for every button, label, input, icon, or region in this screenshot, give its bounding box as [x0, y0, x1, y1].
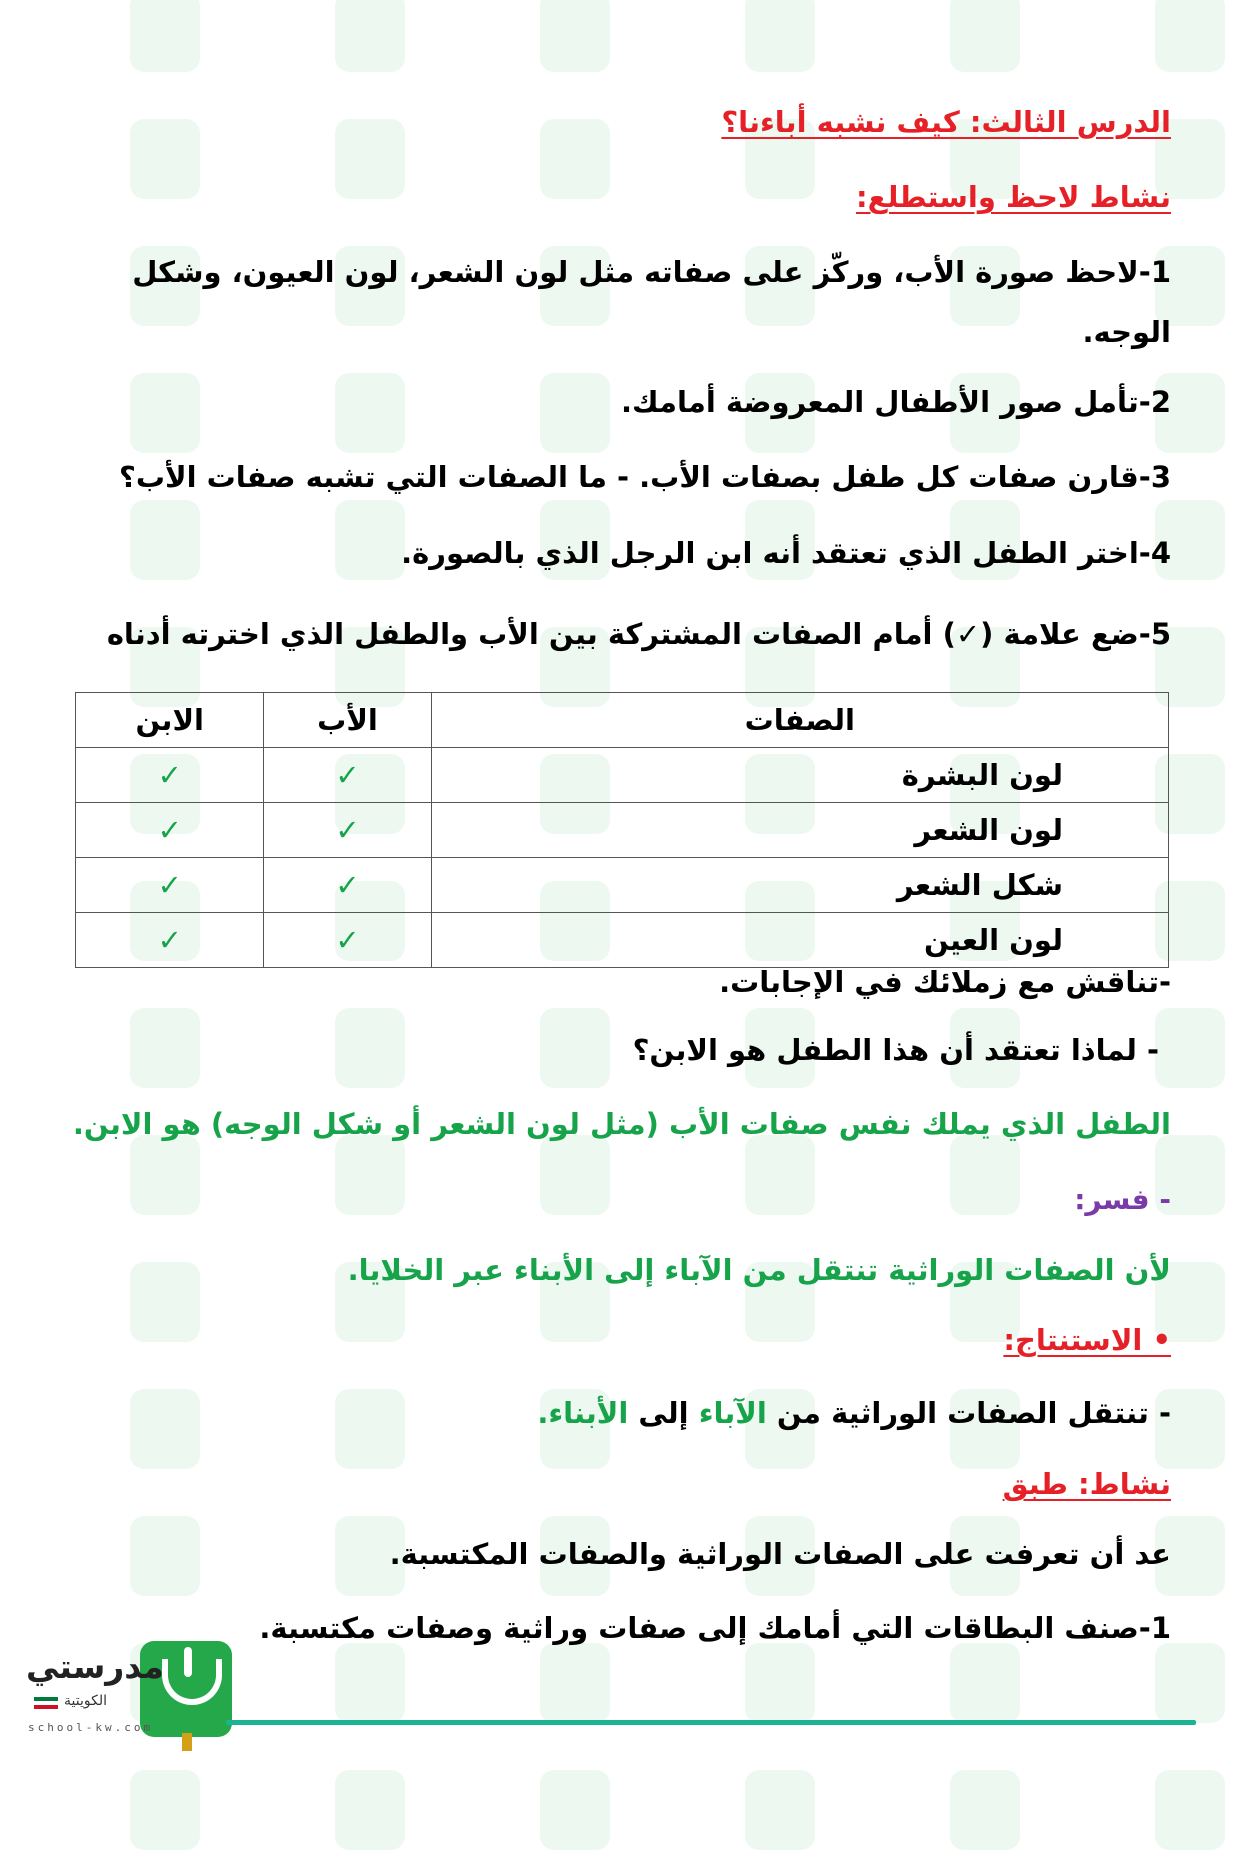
father-check-icon: ✓ [264, 913, 431, 968]
header-father: الأب [264, 693, 431, 748]
table-row [76, 748, 1169, 803]
explain-answer: لأن الصفات الوراثية تنتقل من الآباء إلى الأبناء عبر الخلايا. [347, 1253, 1171, 1287]
step-2: 2-تأمل صور الأطفال المعروضة أمامك. [621, 385, 1171, 419]
trait-cell: شكل الشعر [431, 858, 1168, 913]
lesson-title: الدرس الثالث: كيف نشبه أباءنا؟ [721, 105, 1171, 139]
header-traits: الصفات [431, 693, 1168, 748]
watermark-book-icon [130, 1770, 200, 1850]
father-check-icon: ✓ [264, 858, 431, 913]
watermark-book-icon [1155, 1770, 1225, 1850]
watermark-book-icon [540, 1770, 610, 1850]
watermark-tile [30, 1768, 230, 1858]
activity-apply-intro: عد أن تعرفت على الصفات الوراثية والصفات المكتسبة. [389, 1537, 1171, 1571]
father-check-icon: ✓ [264, 748, 431, 803]
footer-divider [226, 1720, 1196, 1725]
watermark-tile [235, 1768, 435, 1858]
trait-cell: لون الشعر [431, 803, 1168, 858]
father-check-icon: ✓ [264, 803, 431, 858]
why-answer: الطفل الذي يملك نفس صفات الأب (مثل لون الشعر أو شكل الوجه) هو الابن. [72, 1107, 1171, 1141]
step-5: 5-ضع علامة (✓) أمام الصفات المشتركة بين الأب والطفل الذي اخترته أدناه [106, 617, 1171, 651]
watermark-tile [645, 1768, 845, 1858]
watermark-tile [850, 1768, 1050, 1858]
conclusion-prefix: - تنتقل الصفات الوراثية من [766, 1396, 1171, 1430]
conclusion-title: • الاستنتاج: [1003, 1323, 1171, 1357]
table-row [76, 913, 1169, 968]
traits-table [75, 692, 1169, 968]
watermark-book-icon [745, 1770, 815, 1850]
son-check-icon: ✓ [76, 748, 264, 803]
logo-url: school-kw.com [28, 1721, 154, 1734]
logo-name: مدرستي [26, 1647, 164, 1686]
table-header-row [76, 693, 1169, 748]
logo-subtitle: الكويتية [64, 1693, 107, 1709]
conclusion-children: الأبناء. [537, 1396, 629, 1430]
table-row [76, 858, 1169, 913]
activity-observe-title: نشاط لاحظ واستطلع: [856, 180, 1171, 214]
kuwait-flag-icon [34, 1697, 58, 1709]
trait-cell: لون البشرة [431, 748, 1168, 803]
discuss-line: -تناقش مع زملائك في الإجابات. [719, 965, 1171, 999]
bookmark-icon [182, 1733, 192, 1751]
conclusion-middle: إلى [628, 1396, 699, 1430]
son-check-icon: ✓ [76, 858, 264, 913]
son-check-icon: ✓ [76, 803, 264, 858]
madrasati-logo [22, 1637, 222, 1749]
logo-bar [184, 1647, 192, 1677]
step-1: 1-لاحظ صورة الأب، وركّز على صفاته مثل لون الشعر، لون العيون، وشكل الوجه. [132, 255, 1171, 349]
header-son: الابن [76, 693, 264, 748]
watermark-book-icon [335, 1770, 405, 1850]
trait-cell: لون العين [431, 913, 1168, 968]
table-row [76, 803, 1169, 858]
conclusion-parents: الآباء [698, 1396, 767, 1430]
activity-apply-step-1: 1-صنف البطاقات التي أمامك إلى صفات وراثية وصفات مكتسبة. [259, 1611, 1171, 1645]
why-question: - لماذا تعتقد أن هذا الطفل هو الابن؟ [632, 1033, 1159, 1067]
step-3: 3-قارن صفات كل طفل بصفات الأب. - ما الصفات التي تشبه صفات الأب؟ [119, 460, 1171, 494]
watermark-tile [1055, 1768, 1241, 1858]
explain-label: - فسر: [1074, 1183, 1171, 1216]
conclusion-line [70, 1396, 1171, 1430]
watermark-tile [440, 1768, 640, 1858]
activity-apply-title: نشاط: طبق [1002, 1467, 1171, 1501]
watermark-book-icon [950, 1770, 1020, 1850]
step-4: 4-اختر الطفل الذي تعتقد أنه ابن الرجل الذي بالصورة. [401, 536, 1171, 570]
son-check-icon: ✓ [76, 913, 264, 968]
